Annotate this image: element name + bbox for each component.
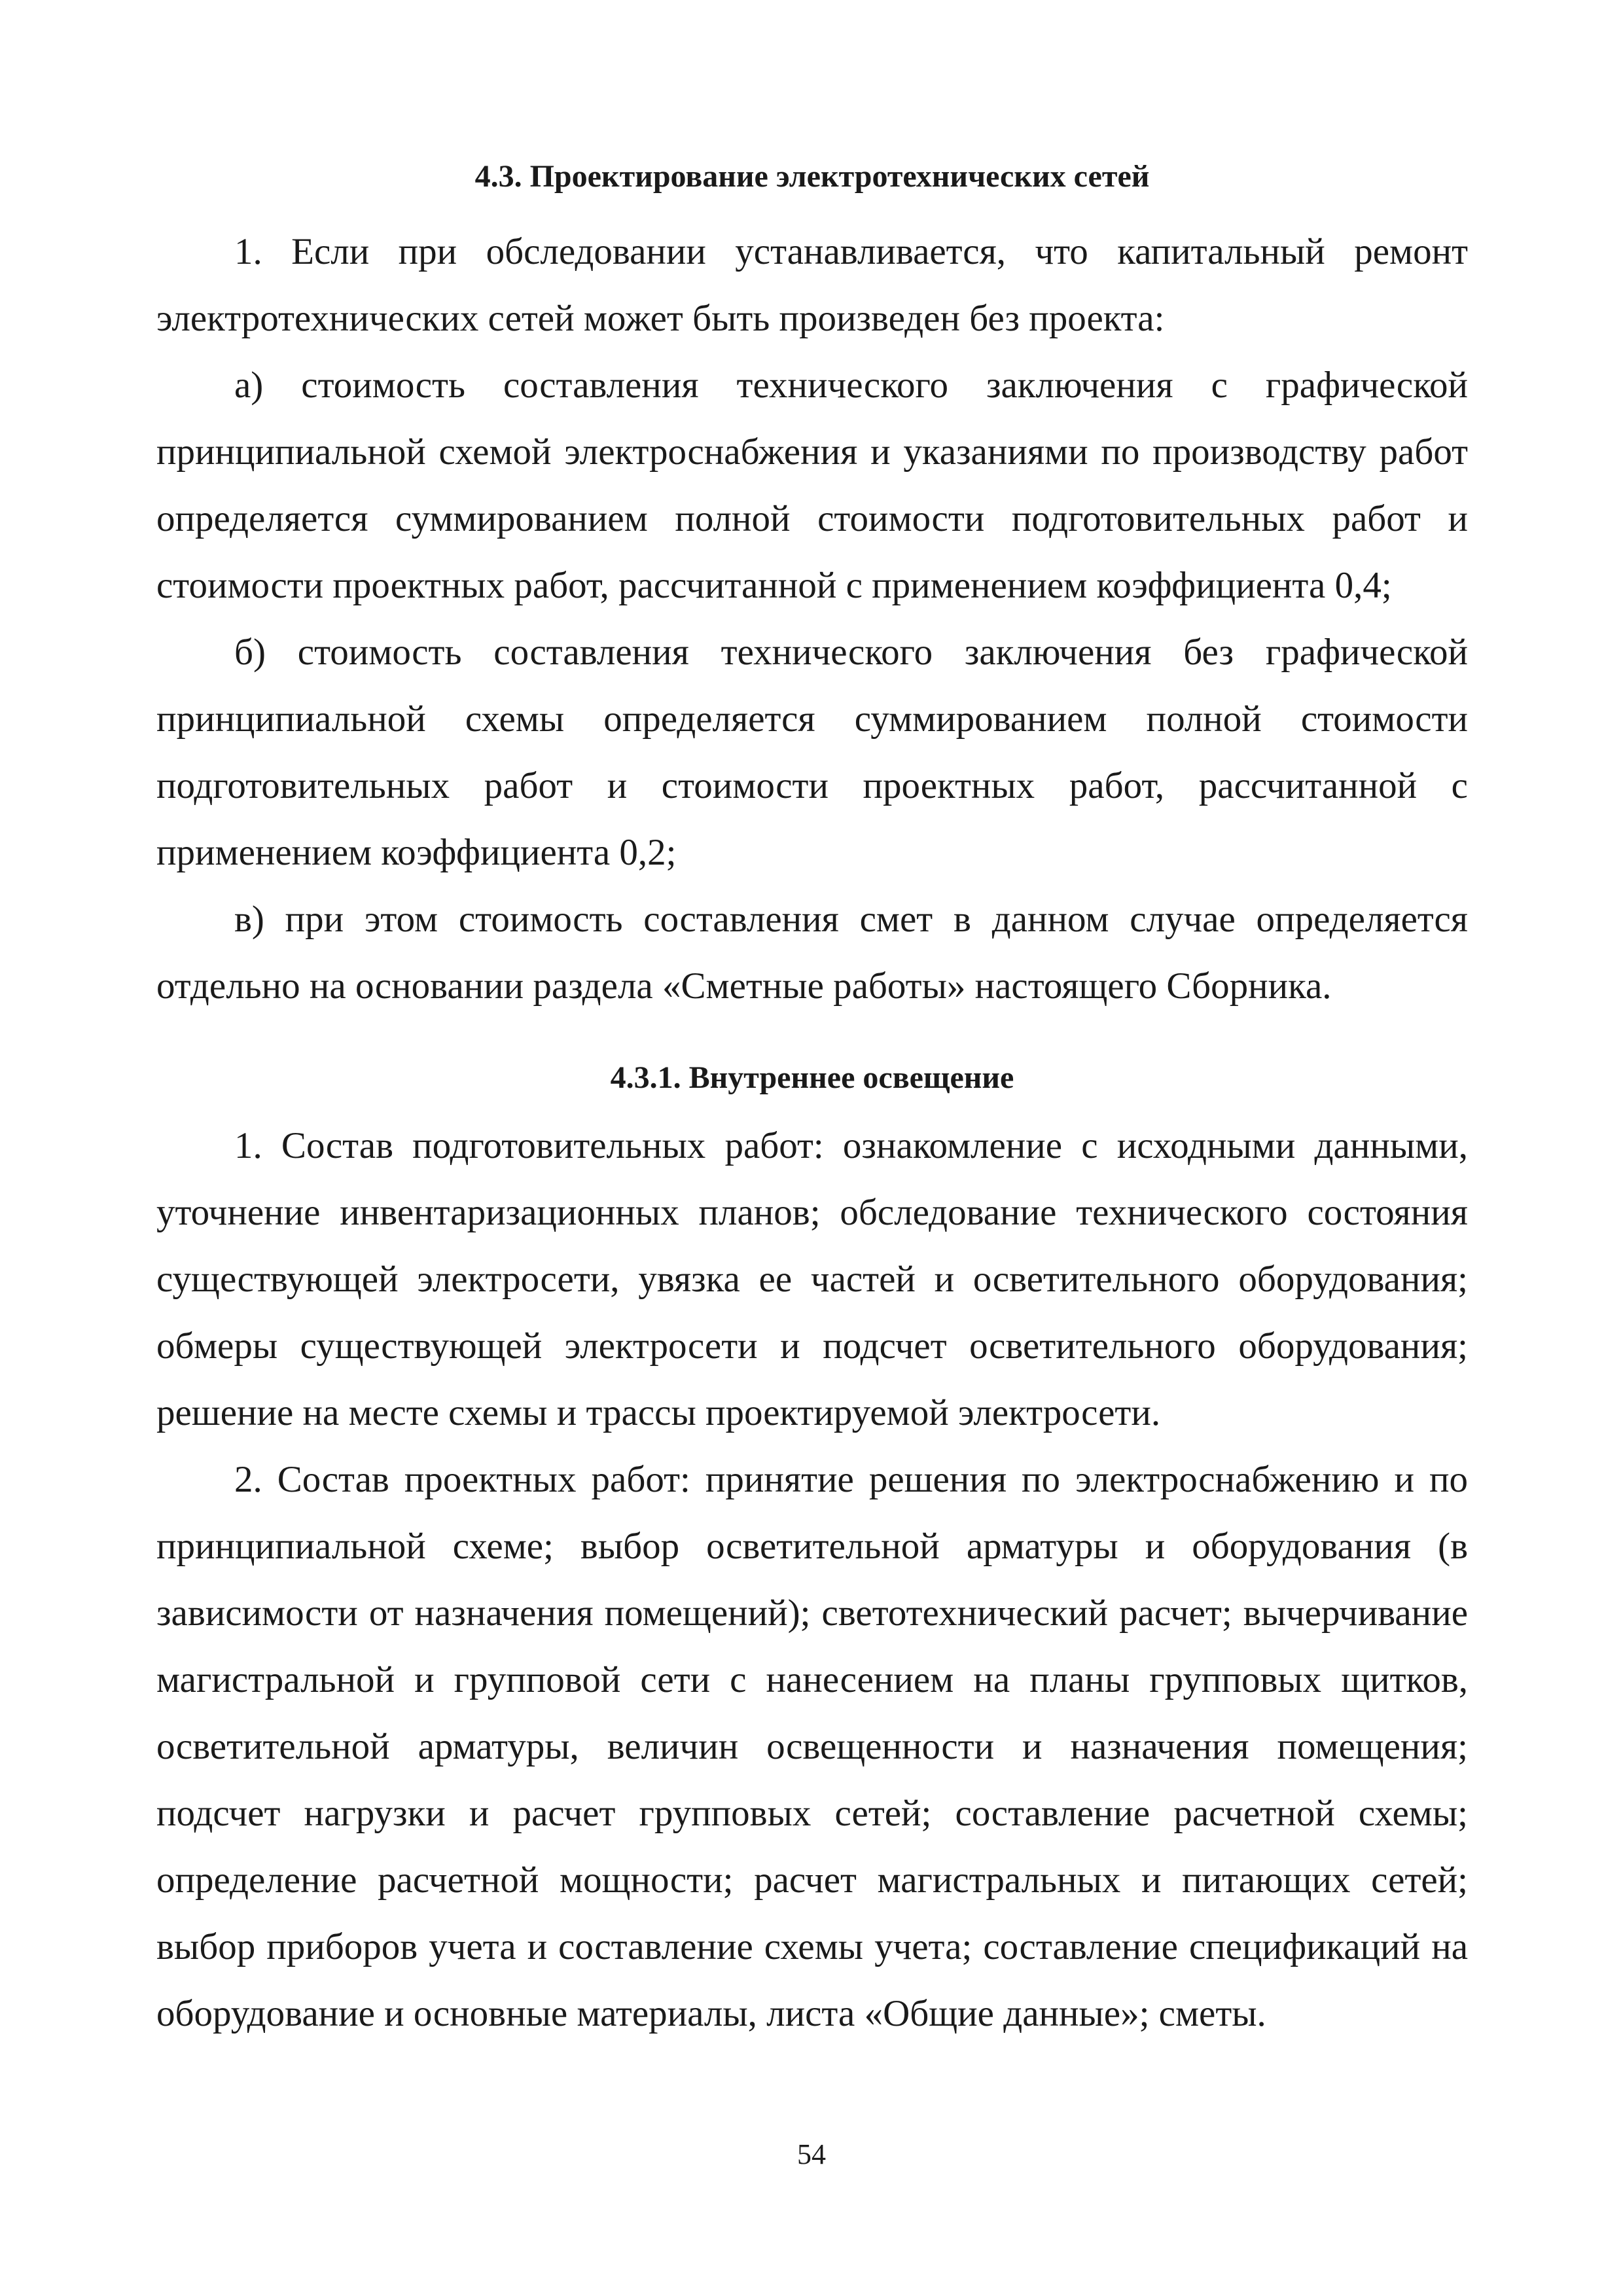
paragraph-v: в) при этом стоимость составления смет в данном случае определяется отдельно на основании раздела «Сметные работы» настоящего Сборника. [156, 899, 1468, 1007]
subsection-title: 4.3.1. Внутреннее освещение [610, 1060, 1014, 1095]
section-title: 4.3. Проектирование электротехнических сетей [474, 159, 1150, 194]
paragraph-1: 1. Если при обследовании устанавливается, что капитальный ремонт электротехнических сетей может быть произведен без проекта: [156, 231, 1468, 339]
paragraph-b: б) стоимость составления технического заключения без графической принципиальной схемы определяется суммированием полной стоимости подготовительных работ и стоимости проектных работ, рассчитанной с применением коэффициента 0,2; [156, 632, 1468, 873]
paragraph-design-works: 2. Состав проектных работ: принятие решения по электроснабжению и по принципиальной схеме; выбор осветительной арматуры и оборудования (в зависимости от назначения помещений); светотехнический расчет; вычерчивание магистральной и групповой сети с нанесением на планы групповых щитков, осветительной арматуры, величин освещенности и назначения помещения; подсчет нагрузки и расчет групповых сетей; составление расчетной схемы; определение расчетной мощности; расчет магистральных и питающих сетей; выбор приборов учета и составление схемы учета; составление спецификаций на оборудование и основные материалы, листа «Общие данные»; сметы. [156, 1459, 1468, 2034]
subsection-body [156, 1113, 1468, 2047]
paragraph-preparatory-works: 1. Состав подготовительных работ: ознакомление с исходными данными, уточнение инвентаризационных планов; обследование технического состояния существующей электросети, увязка ее частей и осветительного оборудования; обмеры существующей электросети и подсчет осветительного оборудования; решение на месте схемы и трассы проектируемой электросети. [156, 1125, 1468, 1433]
paragraph-a: а) стоимость составления технического заключения с графической принципиальной схемой электроснабжения и указаниями по производству работ определяется суммированием полной стоимости подготовительных работ и стоимости проектных работ, рассчитанной с применением коэффициента 0,4; [156, 365, 1468, 606]
section-body [156, 219, 1468, 1020]
page-number: 54 [797, 2138, 826, 2170]
